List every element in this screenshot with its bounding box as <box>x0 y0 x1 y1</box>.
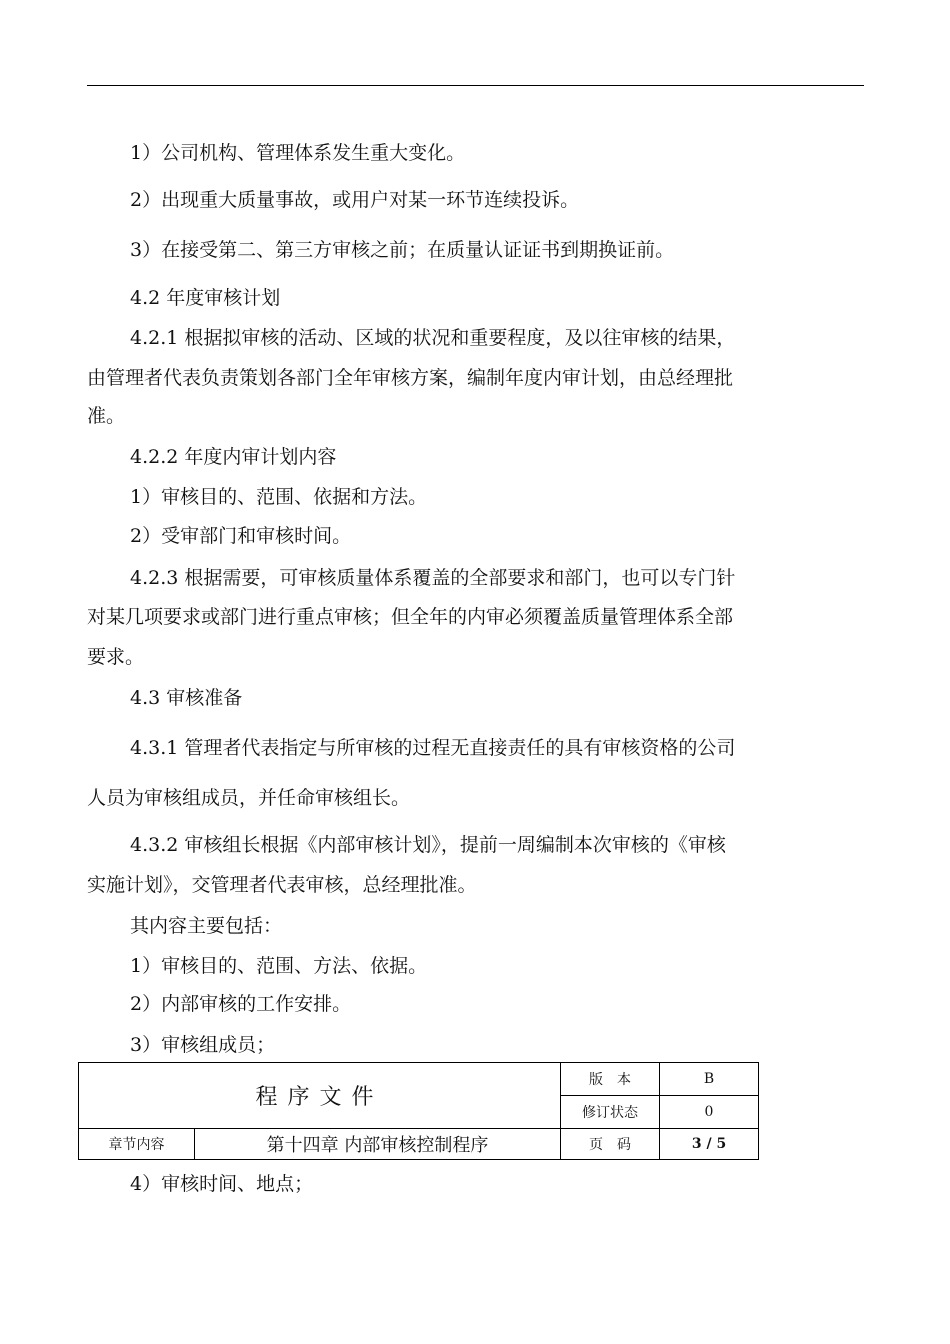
document-footer-table <box>78 1062 759 1160</box>
paragraph-line: 实施计划》，交管理者代表审核，总经理批准。 <box>87 874 477 896</box>
list-item: 1）审核目的、范围、依据和方法。 <box>130 486 428 508</box>
version-label: 版 本 <box>561 1063 660 1096</box>
paragraph-line: 其内容主要包括： <box>130 915 283 937</box>
paragraph-line: 4.2.1 根据拟审核的活动、区域的状况和重要程度，及以往审核的结果， <box>130 327 736 349</box>
revision-value: 0 <box>660 1096 759 1128</box>
list-item: 3）审核组成员； <box>130 1034 276 1056</box>
chapter-title: 第十四章 内部审核控制程序 <box>195 1128 561 1159</box>
paragraph-line: 准。 <box>87 405 126 427</box>
page-label: 页 码 <box>561 1128 660 1159</box>
revision-label: 修订状态 <box>561 1096 660 1128</box>
section-heading: 4.2 年度审核计划 <box>130 287 281 309</box>
list-item: 4）审核时间、地点； <box>130 1173 314 1195</box>
subsection-heading: 4.2.2 年度内审计划内容 <box>130 446 337 468</box>
list-item: 2）受审部门和审核时间。 <box>130 525 352 547</box>
section-heading: 4.3 审核准备 <box>130 687 243 709</box>
paragraph-line: 4.3.1 管理者代表指定与所审核的过程无直接责任的具有审核资格的公司 <box>130 737 736 759</box>
list-item: 1）审核目的、范围、方法、依据。 <box>130 955 428 977</box>
page-number: 3 / 5 <box>660 1128 759 1159</box>
paragraph-line: 4.2.3 根据需要，可审核质量体系覆盖的全部要求和部门，也可以专门针 <box>130 567 736 589</box>
paragraph-line: 人员为审核组成员，并任命审核组长。 <box>87 787 411 809</box>
header-rule <box>87 85 864 86</box>
paragraph-line: 要求。 <box>87 646 145 668</box>
paragraph-line: 由管理者代表负责策划各部门全年审核方案，编制年度内审计划，由总经理批 <box>87 367 734 389</box>
paragraph-line: 4.3.2 审核组长根据《内部审核计划》，提前一周编制本次审核的《审核 <box>130 834 726 856</box>
list-item: 1）公司机构、管理体系发生重大变化。 <box>130 142 466 164</box>
doc-type-title: 程序文件 <box>79 1063 561 1129</box>
paragraph-line: 对某几项要求或部门进行重点审核；但全年的内审必须覆盖质量管理体系全部 <box>87 606 734 628</box>
chapter-label: 章节内容 <box>79 1128 195 1159</box>
list-item: 2）出现重大质量事故，或用户对某一环节连续投诉。 <box>130 189 580 211</box>
list-item: 3）在接受第二、第三方审核之前；在质量认证证书到期换证前。 <box>130 239 675 261</box>
version-value: B <box>660 1063 759 1096</box>
list-item: 2）内部审核的工作安排。 <box>130 993 352 1015</box>
